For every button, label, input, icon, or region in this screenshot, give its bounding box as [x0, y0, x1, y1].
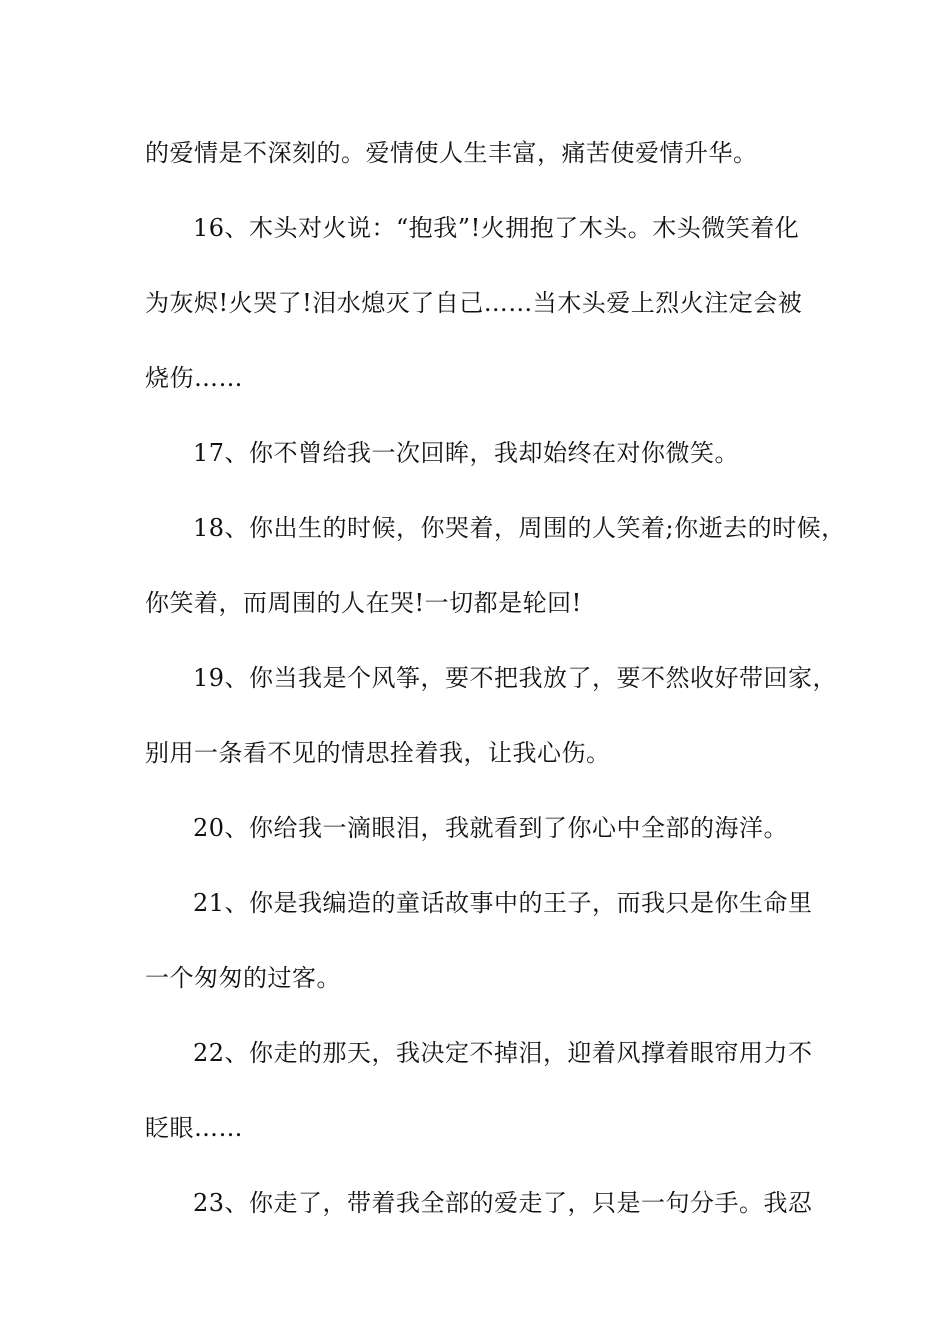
paragraph-19-line-1: 19、你当我是个风筝，要不把我放了，要不然收好带回家，: [193, 664, 838, 692]
paragraph-16-line-1: 16、木头对火说：“抱我”!火拥抱了木头。木头微笑着化: [193, 214, 800, 242]
paragraph-21-line-1: 21、你是我编造的童话故事中的王子，而我只是你生命里: [193, 889, 813, 917]
paragraph-22-line-2: 眨眼……: [145, 1114, 243, 1142]
paragraph-18-line-2: 你笑着，而周围的人在哭!一切都是轮回!: [145, 589, 582, 617]
paragraph-20: 20、你给我一滴眼泪，我就看到了你心中全部的海洋。: [193, 814, 789, 842]
paragraph-22-line-1: 22、你走的那天，我决定不掉泪，迎着风撑着眼帘用力不: [193, 1039, 813, 1067]
paragraph-16-line-2: 为灰烬!火哭了!泪水熄灭了自己……当木头爱上烈火注定会被: [145, 289, 803, 317]
paragraph-17: 17、你不曾给我一次回眸，我却始终在对你微笑。: [193, 439, 740, 467]
paragraph-16-line-3: 烧伤……: [145, 364, 243, 392]
paragraph-18-line-1: 18、你出生的时候，你哭着，周围的人笑着;你逝去的时候，: [193, 514, 846, 542]
document-body: [145, 126, 846, 1251]
paragraph-23-line-1: 23、你走了，带着我全部的爱走了，只是一句分手。我忍: [193, 1189, 813, 1217]
paragraph-19-line-2: 别用一条看不见的情思拴着我，让我心伤。: [145, 739, 611, 767]
text-line: 的爱情是不深刻的。爱情使人生丰富，痛苦使爱情升华。: [145, 139, 758, 167]
paragraph-21-line-2: 一个匆匆的过客。: [145, 964, 341, 992]
